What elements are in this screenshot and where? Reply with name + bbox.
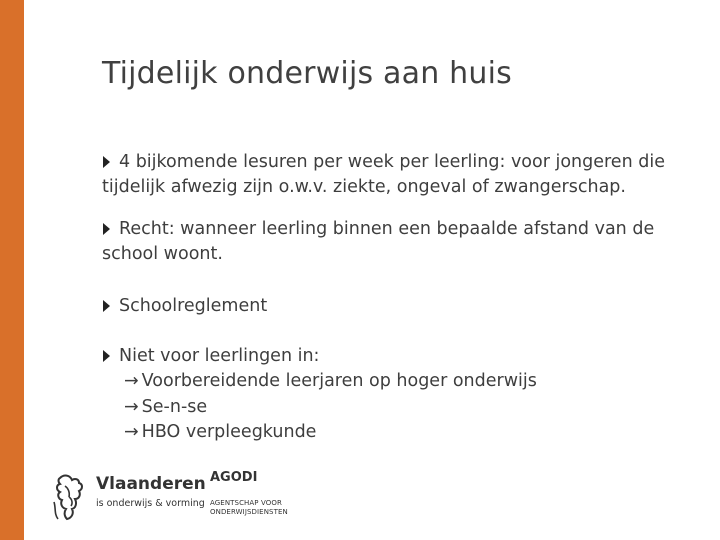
sub-item-text: HBO verpleegkunde: [141, 422, 317, 442]
accent-bar: [0, 0, 24, 540]
bullet-text: Recht: wanneer leerling binnen een bepaalde afstand van de school woont.: [102, 219, 655, 264]
bullet-item: [102, 344, 702, 446]
flemish-lion-icon: [50, 472, 90, 522]
sub-item-text: Se-n-se: [141, 396, 208, 417]
bullet-arrow-icon: [103, 223, 110, 235]
vlaanderen-logo-tagline: is onderwijs & vorming: [96, 498, 205, 509]
vlaanderen-logo-name: Vlaanderen: [96, 474, 206, 494]
bullet-arrow-icon: [103, 156, 110, 168]
bullet-text: Schoolreglement: [119, 296, 268, 316]
footer-logos: [50, 468, 300, 526]
agodi-logo-line: AGENTSCHAP VOOR: [210, 499, 282, 507]
sub-item: [102, 369, 702, 395]
sub-item: [102, 395, 702, 421]
bullet-text: 4 bijkomende lesuren per week per leerling: voor jongeren die tijdelijk afwezig zijn o.w.v. ziekte, ongeval of zwangerschap.: [102, 152, 665, 197]
bullet-item: [102, 294, 702, 319]
agodi-logo-line: ONDERWIJSDIENSTEN: [210, 508, 288, 516]
bullet-arrow-icon: [103, 300, 110, 312]
sub-item: [102, 420, 702, 446]
bullet-list: [102, 150, 702, 446]
sub-item-text: Voorbereidende leerjaren op hoger onderwijs: [141, 371, 537, 391]
right-arrow-icon: →: [124, 422, 139, 442]
slide-title: Tijdelijk onderwijs aan huis: [102, 56, 512, 91]
right-arrow-icon: →: [124, 396, 139, 417]
bullet-text: Niet voor leerlingen in:: [119, 346, 320, 366]
bullet-arrow-icon: [103, 350, 110, 362]
right-arrow-icon: →: [124, 371, 139, 391]
bullet-item: [102, 217, 702, 267]
bullet-item: [102, 150, 702, 200]
agodi-logo-name: AGODI: [210, 470, 258, 485]
